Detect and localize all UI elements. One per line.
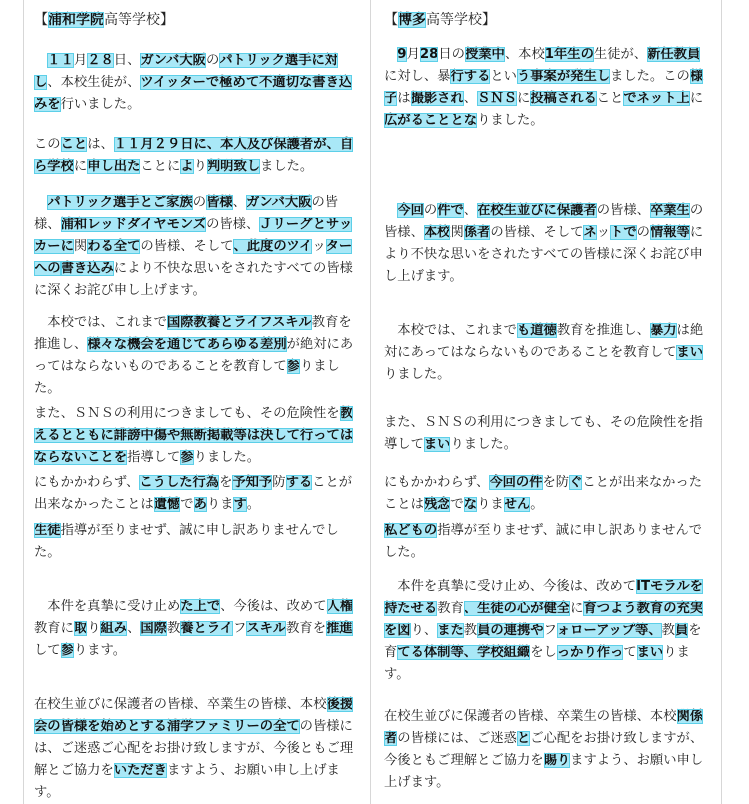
- text-run: の皆様、: [596, 203, 650, 218]
- highlighted-text: 皆様: [206, 195, 233, 210]
- highlighted-text: ＳＮＳ: [477, 91, 517, 106]
- highlighted-text: トで: [610, 225, 637, 240]
- text-run: は、: [87, 137, 114, 152]
- future-paragraph: [384, 576, 706, 686]
- text-run: に: [73, 159, 88, 174]
- highlighted-text: Ｊリーグとサッカーに: [34, 217, 353, 254]
- text-run: ります。: [384, 645, 690, 682]
- text-run: により不快な思いをされたすべての皆様に深くお詫び申し上げます。: [384, 225, 704, 284]
- text-run: をし: [530, 645, 557, 660]
- text-run: は: [397, 91, 411, 106]
- text-run: にもかかわらず、: [34, 475, 140, 490]
- highlighted-text: 取: [73, 621, 88, 636]
- text-run: 日の: [438, 47, 465, 62]
- text-run: 月: [406, 47, 420, 62]
- highlighted-text: 様々な機会を通じてあらゆる差別: [87, 337, 287, 352]
- text-run: に: [689, 91, 704, 106]
- highlighted-text: 本校: [423, 225, 451, 240]
- highlighted-text: ツイッターで極めて不適切な書き込みを: [34, 75, 353, 112]
- text-run: に: [516, 91, 531, 106]
- highlighted-text: ２８: [87, 53, 114, 68]
- text-run: の皆様には、ご迷惑ご心配をお掛け致しますが、今後ともご理解とご協力を: [34, 719, 354, 778]
- text-run: りました。: [477, 113, 544, 128]
- highlighted-text: 件で: [437, 203, 464, 218]
- text-run: の: [423, 203, 438, 218]
- highlighted-text: 養とライ: [180, 621, 234, 636]
- highlighted-text: 今回: [397, 203, 424, 218]
- text-run: ますよう、お願い申し上げます。: [384, 753, 704, 790]
- text-run: 教: [661, 623, 675, 638]
- highlighted-text: 後援会の皆様を始めとする浦学ファミリーの全て: [34, 697, 354, 734]
- text-run: [34, 195, 47, 210]
- text-run: 月: [73, 53, 88, 68]
- highlighted-text: あ: [193, 497, 207, 512]
- highlighted-text: 授業中: [464, 47, 505, 62]
- highlighted-text: 参: [286, 359, 300, 374]
- text-run: 本件を真摯に受け止め、今後は、改めて: [384, 579, 637, 594]
- text-run: して: [34, 643, 61, 658]
- text-run: ご心配をお掛け致しますが、今後ともご理解とご協力を: [384, 731, 704, 768]
- text-run: この: [34, 137, 61, 152]
- highlighted-text: 行する: [450, 69, 491, 84]
- guidance-paragraph: [384, 520, 706, 564]
- highlighted-text: 在校生並びに保護者: [477, 203, 597, 218]
- highlighted-text: 広がることとな: [384, 113, 478, 128]
- text-run: 、本校: [504, 47, 545, 62]
- school-title: [384, 9, 496, 31]
- discovery-paragraph: [34, 134, 356, 178]
- text-run: の: [205, 53, 220, 68]
- text-run: 高等学校】: [426, 12, 496, 28]
- text-run: [384, 203, 397, 218]
- text-run: りま: [477, 497, 504, 512]
- text-run: ました。: [260, 159, 314, 174]
- highlighted-text: ぐ: [569, 475, 583, 490]
- highlighted-text: な: [463, 497, 478, 512]
- highlighted-text: 浦和レッドダイヤモンズ: [60, 217, 207, 232]
- text-run: の皆様、そして: [140, 239, 234, 254]
- highlighted-text: 関係者: [384, 709, 704, 746]
- text-run: を防: [542, 475, 570, 490]
- highlighted-text: スキル: [246, 621, 287, 636]
- text-run: りま: [206, 497, 234, 512]
- text-run: は絶対にあってはならないものであることを教育して: [384, 323, 704, 360]
- highlighted-text: 新任教員: [647, 47, 701, 62]
- highlighted-text: 28: [419, 47, 439, 62]
- text-run: ことが出来なかったことは: [384, 475, 703, 512]
- highlighted-text: ITモラルを持たせる: [384, 579, 703, 616]
- highlighted-text: 員の連携や: [477, 623, 544, 638]
- highlighted-text: 判明致し: [206, 159, 261, 174]
- text-run: 本校では、これまで: [384, 323, 517, 338]
- highlighted-text: パトリック選手とご家族: [47, 195, 193, 210]
- highlighted-text: まい: [423, 437, 451, 452]
- text-run: 教: [166, 621, 181, 636]
- text-run: 、今後は、改めて: [220, 599, 327, 614]
- apology-paragraph: [34, 192, 356, 302]
- highlighted-text: する: [285, 475, 313, 490]
- highlighted-text: まい: [636, 645, 664, 660]
- text-run: ッ: [312, 239, 326, 254]
- apology-paragraph: [384, 200, 706, 288]
- text-run: を: [219, 475, 233, 490]
- highlighted-text: 私どもの: [384, 523, 438, 538]
- highlighted-text: 教えるとともに誹謗中傷や無断掲載等は決して行ってはならないことを: [34, 406, 354, 465]
- highlighted-text: こと: [60, 137, 88, 152]
- text-run: により不快な思いをされたすべての皆様に深くお詫び申し上げます。: [34, 261, 353, 298]
- highlighted-text: っかり作っ: [556, 645, 624, 660]
- highlighted-text: も道徳: [516, 323, 557, 338]
- text-run: を育: [384, 623, 702, 660]
- text-run: ことが出来なかったことは: [34, 475, 353, 512]
- highlighted-text: ォローアップ等、: [556, 623, 662, 638]
- highlighted-text: 残念: [423, 497, 451, 512]
- text-run: [34, 53, 47, 68]
- highlighted-text: 書き込み: [60, 261, 114, 276]
- highlighted-text: １１: [47, 53, 74, 68]
- text-run: 指導が至りませず、誠に申し訳ありませんでした。: [384, 523, 703, 560]
- text-run: 防: [272, 475, 286, 490]
- hakata-column: [384, 0, 706, 804]
- text-run: 本校では、これまで: [34, 315, 167, 330]
- highlighted-text: いただき: [113, 763, 167, 778]
- highlighted-text: ターへの: [34, 239, 353, 276]
- text-run: に: [570, 601, 584, 616]
- text-run: 教育に: [34, 621, 74, 636]
- text-run: とい: [490, 69, 517, 84]
- highlighted-text: 生徒: [34, 523, 61, 538]
- text-run: 在校生並びに保護者の皆様、卒業生の皆様、本校: [384, 709, 677, 724]
- highlighted-text: 推進: [326, 621, 353, 636]
- highlighted-text: ネ: [583, 225, 597, 240]
- highlighted-text: 組み: [100, 621, 128, 636]
- text-run: ました。この: [610, 69, 690, 84]
- closing-paragraph: [34, 694, 356, 804]
- text-run: 【: [384, 12, 398, 28]
- text-run: フ: [543, 623, 557, 638]
- text-run: 教: [463, 623, 478, 638]
- text-run: 。: [246, 497, 261, 512]
- text-run: 高等学校】: [104, 12, 174, 28]
- highlighted-text: 国際教養とライフスキル: [166, 315, 312, 330]
- highlighted-text: 浦和学院: [48, 12, 104, 28]
- highlighted-text: よ: [180, 159, 194, 174]
- education-paragraph: [384, 320, 706, 386]
- highlighted-text: 投稿される: [530, 91, 597, 106]
- highlighted-text: と: [516, 731, 531, 746]
- text-run: 。: [530, 497, 544, 512]
- text-run: の皆様には、ご迷惑: [397, 731, 517, 746]
- text-run: が絶対にあってはならないものであることを教育して: [34, 337, 354, 374]
- closing-paragraph: [384, 706, 706, 794]
- incident-paragraph: [34, 50, 356, 116]
- highlighted-text: １１月２９日に、本人及び保護者が、自ら学校: [34, 137, 354, 174]
- sns-paragraph: [34, 403, 356, 469]
- regret-paragraph: [34, 472, 356, 516]
- text-run: フ: [233, 621, 247, 636]
- highlighted-text: ガンバ大阪: [140, 53, 206, 68]
- text-run: ッ: [596, 225, 611, 240]
- highlighted-text: わる全て: [87, 239, 141, 254]
- text-run: 、: [463, 203, 478, 218]
- text-run: りました。: [34, 359, 340, 396]
- sns-paragraph: [384, 412, 706, 456]
- text-run: 、: [232, 195, 246, 210]
- text-run: 関: [450, 225, 464, 240]
- highlighted-text: 育つよう教育の充実を図: [384, 601, 704, 638]
- highlighted-text: 、生徒の心が健全: [463, 601, 571, 616]
- text-run: 教育を: [286, 621, 327, 636]
- highlighted-text: 9: [397, 47, 407, 62]
- text-run: ります。: [73, 643, 127, 658]
- highlighted-text: 国際: [140, 621, 167, 636]
- text-run: の皆様、: [384, 203, 704, 240]
- school-title: [34, 9, 174, 31]
- highlighted-text: す: [233, 497, 247, 512]
- text-run: 教育を推進し、: [556, 323, 650, 338]
- highlighted-text: 、此度のツイ: [233, 239, 313, 254]
- text-run: こと: [596, 91, 624, 106]
- text-run: の皆様、そして: [490, 225, 584, 240]
- highlighted-text: てる体制等、学校組織: [397, 645, 531, 660]
- text-run: ことに: [140, 159, 181, 174]
- column-divider: [370, 0, 371, 804]
- highlighted-text: う事案が発生し: [516, 69, 611, 84]
- text-run: り: [87, 621, 101, 636]
- text-run: [384, 47, 397, 62]
- text-run: 指導が至りませず、誠に申し訳ありませんでした。: [34, 523, 339, 560]
- highlighted-text: 博多: [398, 12, 426, 28]
- text-run: の皆様、: [206, 217, 260, 232]
- text-run: 、: [127, 621, 141, 636]
- highlighted-text: 係者: [463, 225, 491, 240]
- highlighted-text: 今回の件: [489, 475, 543, 490]
- highlighted-text: た上で: [180, 599, 221, 614]
- highlighted-text: 1年生の: [544, 47, 594, 62]
- text-run: 、本校生徒が、: [47, 75, 141, 90]
- highlighted-text: 参: [180, 450, 194, 465]
- highlighted-text: でネット上: [623, 91, 690, 106]
- highlighted-text: 参: [60, 643, 74, 658]
- text-run: 、: [463, 91, 478, 106]
- highlighted-text: パトリック選手に対し: [34, 53, 339, 90]
- text-run: で: [450, 497, 464, 512]
- text-run: 指導して: [127, 450, 181, 465]
- highlighted-text: 員: [674, 623, 689, 638]
- right-column-border: [721, 0, 722, 804]
- text-run: の: [192, 195, 207, 210]
- text-run: の皆様、: [34, 195, 339, 232]
- left-column-border: [23, 0, 24, 804]
- text-run: りました。: [384, 367, 451, 382]
- highlighted-text: まい: [676, 345, 703, 360]
- highlighted-text: ガンバ大阪: [245, 195, 312, 210]
- text-run: で: [180, 497, 194, 512]
- text-run: り: [193, 159, 207, 174]
- highlighted-text: 様子: [384, 69, 704, 106]
- text-run: 生徒が、: [593, 47, 648, 62]
- education-paragraph: [34, 312, 356, 400]
- text-run: り、: [410, 623, 438, 638]
- text-run: にもかかわらず、: [384, 475, 490, 490]
- highlighted-text: 人権: [326, 599, 354, 614]
- guidance-paragraph: [34, 520, 356, 564]
- incident-paragraph: [384, 44, 706, 132]
- text-run: の: [636, 225, 650, 240]
- text-run: 関: [73, 239, 88, 254]
- highlighted-text: 暴力: [649, 323, 677, 338]
- highlighted-text: せん: [503, 497, 531, 512]
- text-run: 行いました。: [60, 97, 141, 112]
- highlighted-text: 卒業生: [649, 203, 690, 218]
- highlighted-text: 撮影され: [410, 91, 464, 106]
- highlighted-text: 賜り: [543, 753, 571, 768]
- text-run: また、ＳＮＳの利用につきましても、その危険性を: [34, 406, 340, 421]
- text-run: に対し、暴: [384, 69, 451, 84]
- text-run: 教育を推進し、: [34, 315, 352, 352]
- highlighted-text: 申し出た: [87, 159, 141, 174]
- text-run: りました。: [450, 437, 517, 452]
- regret-paragraph: [384, 472, 706, 516]
- text-run: て: [623, 645, 637, 660]
- text-run: ますよう、お願い申し上げます。: [34, 763, 340, 800]
- text-run: 在校生並びに保護者の皆様、卒業生の皆様、本校: [34, 697, 327, 712]
- highlighted-text: 遺憾: [153, 497, 181, 512]
- highlighted-text: 予知予: [232, 475, 273, 490]
- text-run: 日、: [113, 53, 141, 68]
- highlighted-text: また: [437, 623, 464, 638]
- text-run: 教育: [437, 601, 464, 616]
- highlighted-text: 情報等: [649, 225, 690, 240]
- urawa-gakuin-column: [34, 0, 356, 804]
- highlighted-text: こうした行為: [139, 475, 220, 490]
- text-run: 【: [34, 12, 48, 28]
- future-paragraph: [34, 596, 356, 662]
- text-run: りました。: [193, 450, 261, 465]
- text-run: 本件を真摯に受け止め: [34, 599, 181, 614]
- text-run: また、ＳＮＳの利用につきましても、その危険性を指導して: [384, 415, 703, 452]
